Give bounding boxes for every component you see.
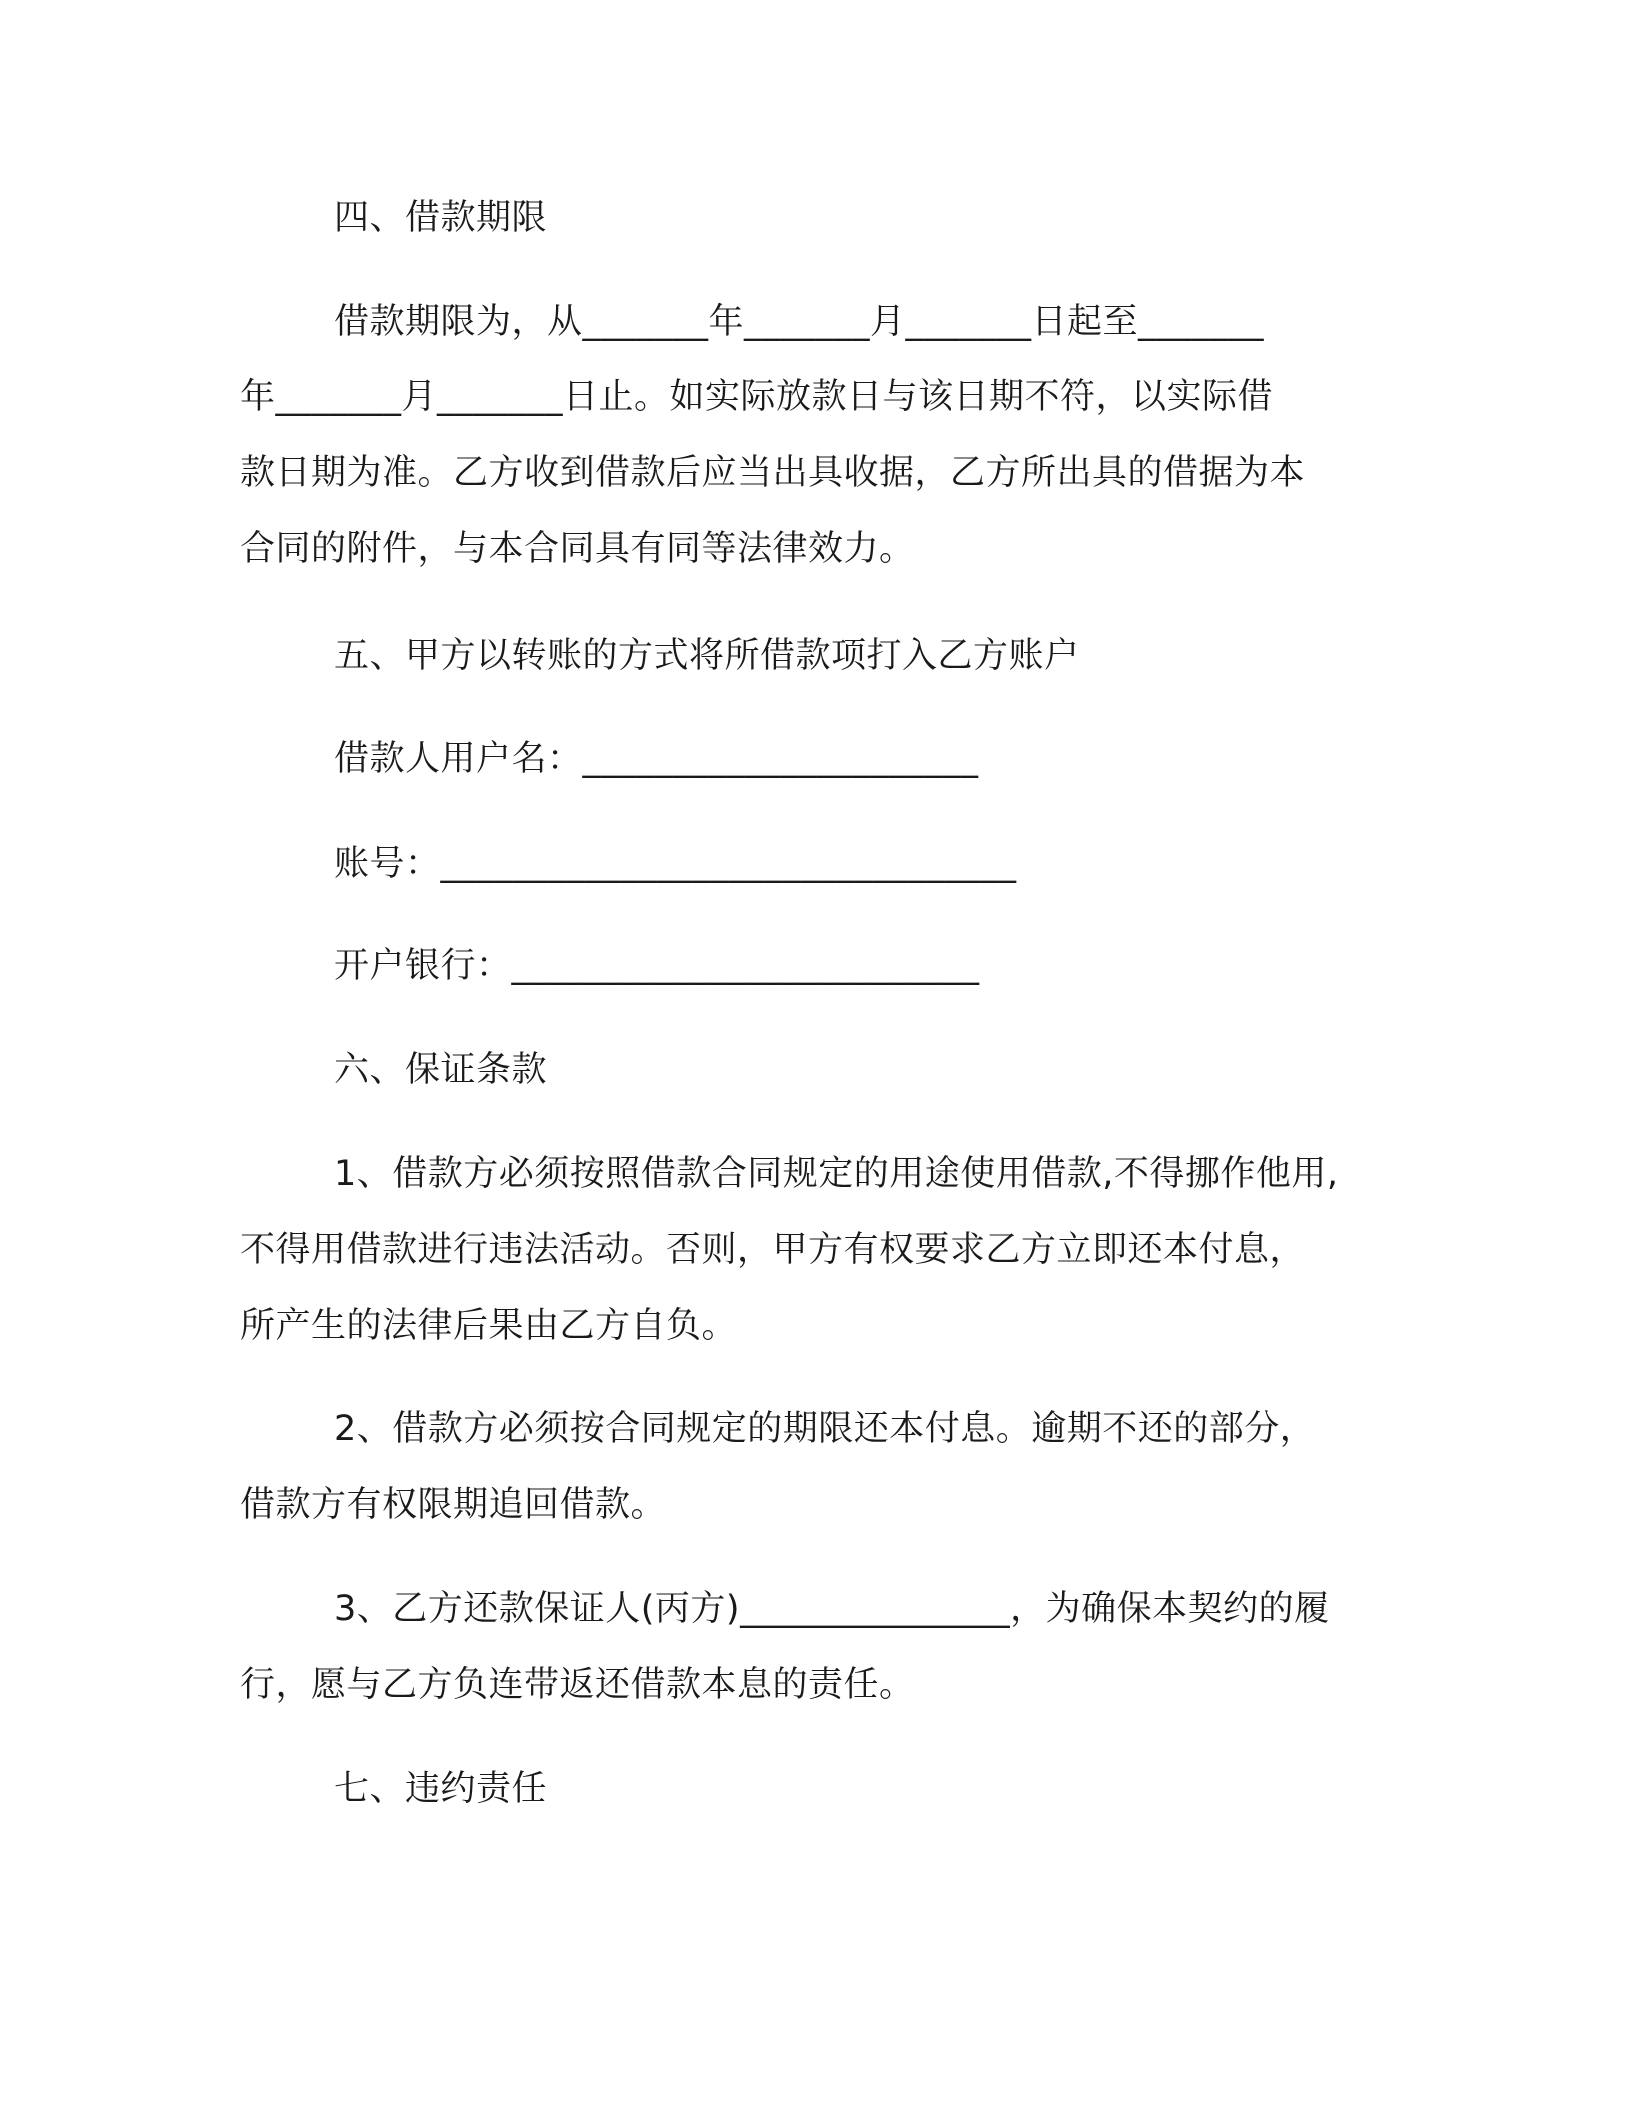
section-4-paragraph-line-2: 年_______月_______日止。如实际放款日与该日期不符，以实际借 (240, 377, 1274, 417)
clause-1-line-3: 所产生的法律后果由乙方自负。 (240, 1306, 738, 1346)
section-4-paragraph-line-3: 款日期为准。乙方收到借款后应当出具收据，乙方所出具的借据为本 (240, 453, 1306, 493)
account-name-field: 借款人用户名：______________________ (334, 739, 979, 779)
section-5-heading: 五、甲方以转账的方式将所借款项打入乙方账户 (334, 636, 1080, 676)
clause-3-line-1: 3、乙方还款保证人(丙方)_______________，为确保本契约的履 (334, 1589, 1330, 1629)
account-number-field: 账号：________________________________ (334, 844, 1017, 884)
clause-1-line-1: 1、借款方必须按照借款合同规定的用途使用借款,不得挪作他用, (334, 1154, 1339, 1194)
section-4-heading: 四、借款期限 (334, 198, 548, 238)
bank-field: 开户银行：__________________________ (334, 946, 980, 986)
section-7-heading: 七、违约责任 (334, 1769, 548, 1809)
clause-3-line-2: 行，愿与乙方负连带返还借款本息的责任。 (240, 1665, 915, 1705)
clause-1-line-2: 不得用借款进行违法活动。否则，甲方有权要求乙方立即还本付息， (240, 1230, 1306, 1270)
section-4-paragraph-line-1: 借款期限为，从_______年_______月_______日起至_______ (334, 302, 1265, 342)
section-4-paragraph-line-4: 合同的附件，与本合同具有同等法律效力。 (240, 529, 915, 569)
clause-2-line-1: 2、借款方必须按合同规定的期限还本付息。逾期不还的部分， (334, 1409, 1316, 1449)
clause-2-line-2: 借款方有权限期追回借款。 (240, 1485, 667, 1525)
section-6-heading: 六、保证条款 (334, 1050, 548, 1090)
